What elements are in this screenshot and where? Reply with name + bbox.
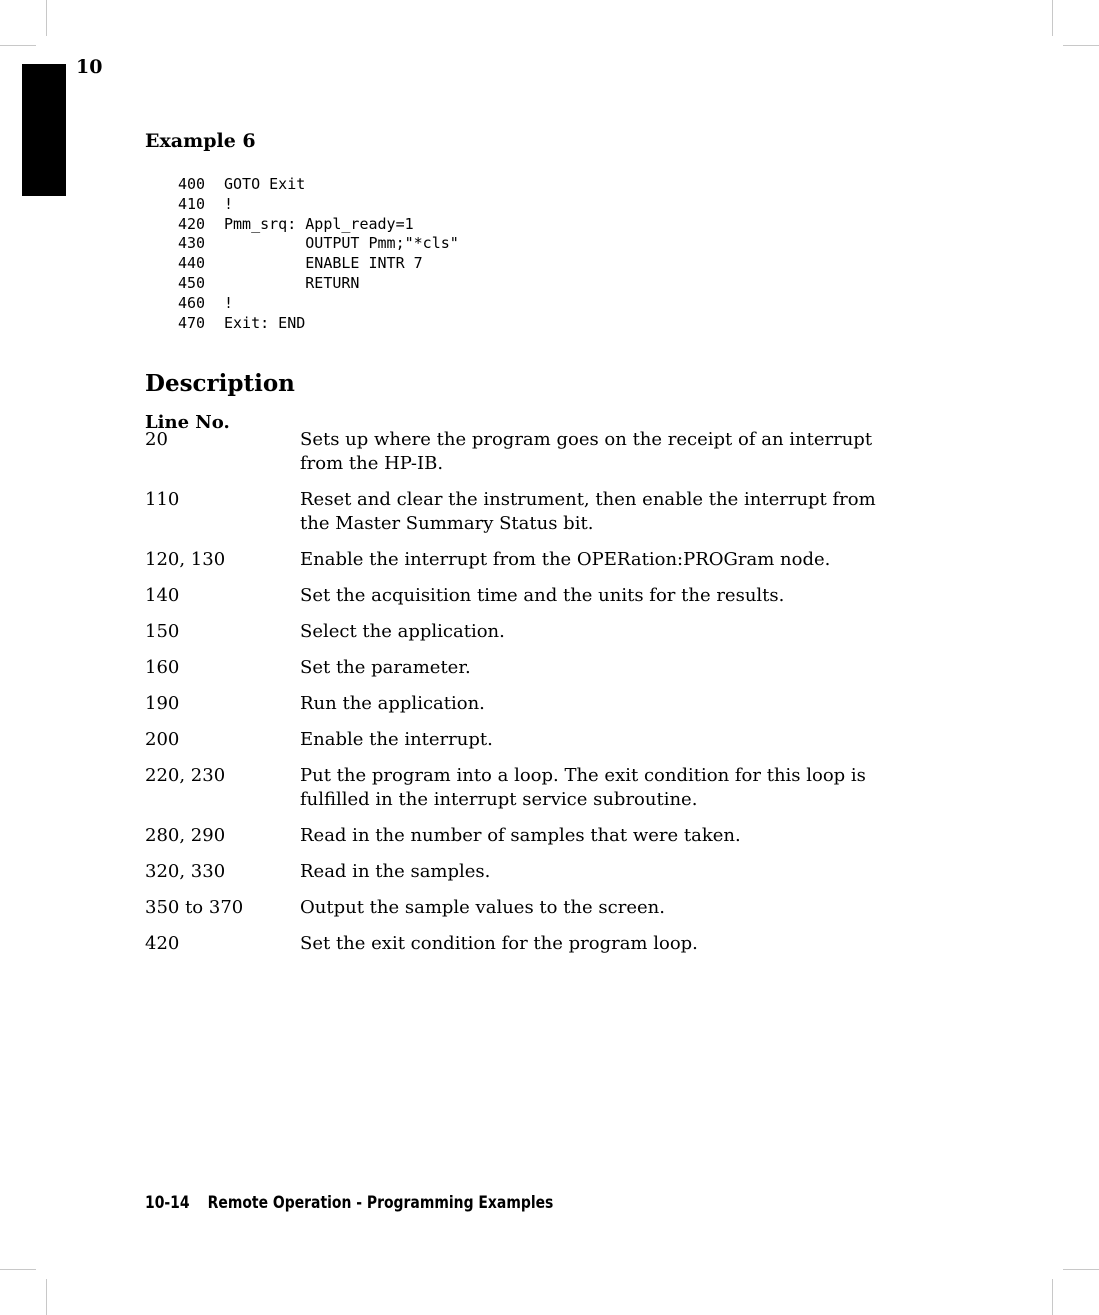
description-cell: Set the acquisition time and the units for the results. — [300, 585, 785, 606]
crop-mark — [46, 1279, 47, 1315]
table-row — [145, 692, 915, 716]
description-heading: Description — [145, 370, 295, 397]
line-number-cell: 280, 290 — [145, 825, 226, 846]
line-number-cell: 20 — [145, 429, 168, 450]
code-line — [178, 254, 459, 274]
code-line — [178, 215, 459, 235]
code-line-text: ENABLE INTR 7 — [224, 254, 423, 273]
footer-title: Remote Operation - Programming Examples — [207, 1193, 554, 1213]
code-listing — [178, 175, 459, 333]
line-number-cell: 110 — [145, 489, 180, 510]
table-row — [145, 728, 915, 752]
line-number-cell: 190 — [145, 693, 180, 714]
description-cell: Read in the number of samples that were taken. — [300, 825, 741, 846]
table-row — [145, 860, 915, 884]
code-line-number: 450 — [178, 273, 206, 292]
line-number-cell: 160 — [145, 657, 180, 678]
table-row — [145, 896, 915, 920]
code-line — [178, 294, 459, 314]
crop-mark — [0, 1269, 36, 1270]
code-line — [178, 234, 459, 254]
description-cell: Output the sample values to the screen. — [300, 897, 665, 918]
chapter-tab — [22, 64, 66, 196]
line-number-cell: 150 — [145, 621, 180, 642]
line-number-cell: 320, 330 — [145, 861, 226, 882]
table-row — [145, 548, 915, 572]
code-line-number: 430 — [178, 234, 206, 253]
table-row — [145, 932, 915, 956]
description-cell: Set the exit condition for the program loop. — [300, 933, 698, 954]
code-line — [178, 195, 459, 215]
crop-mark — [1052, 1279, 1053, 1315]
line-number-cell: 220, 230 — [145, 765, 226, 786]
table-row — [145, 824, 915, 848]
code-line-text: OUTPUT Pmm;"*cls" — [224, 234, 459, 253]
page-footer — [145, 1193, 553, 1213]
code-line-text: RETURN — [224, 273, 360, 292]
line-number-cell: 350 to 370 — [145, 897, 244, 918]
description-cell: Enable the interrupt. — [300, 729, 493, 750]
description-cell: Enable the interrupt from the OPERation:PROGram node. — [300, 549, 831, 570]
code-line-number: 410 — [178, 194, 206, 213]
page-number: 10-14 — [145, 1193, 190, 1213]
code-line-number: 400 — [178, 175, 206, 193]
description-cell: Run the application. — [300, 693, 485, 714]
description-table — [145, 428, 915, 968]
description-cell: Read in the samples. — [300, 861, 491, 882]
description-cell: Reset and clear the instrument, then enable the interrupt from the Master Summary Status bit. — [300, 489, 876, 534]
line-number-cell: 420 — [145, 933, 180, 954]
description-cell: Select the application. — [300, 621, 505, 642]
code-line-text: ! — [224, 293, 234, 312]
table-row — [145, 620, 915, 644]
code-line-text: ! — [224, 194, 234, 213]
example-heading: Example 6 — [145, 130, 256, 152]
crop-mark — [0, 45, 36, 46]
description-cell: Sets up where the program goes on the receipt of an interrupt from the HP-IB. — [300, 429, 873, 474]
table-row — [145, 764, 915, 812]
table-row — [145, 428, 915, 476]
code-line-text: Pmm_srq: Appl_ready=1 — [224, 214, 414, 233]
code-line-number: 420 — [178, 214, 206, 233]
table-row — [145, 488, 915, 536]
table-row — [145, 656, 915, 680]
line-number-cell: 120, 130 — [145, 549, 226, 570]
crop-mark — [1052, 0, 1053, 36]
code-line-number: 470 — [178, 313, 206, 332]
code-line-number: 440 — [178, 254, 206, 273]
code-line — [178, 274, 459, 294]
chapter-number: 10 — [76, 56, 103, 78]
code-line-text: Exit: END — [224, 313, 306, 332]
crop-mark — [1063, 45, 1099, 46]
description-cell: Set the parameter. — [300, 657, 471, 678]
crop-mark — [46, 0, 47, 36]
table-header: Line No. — [145, 412, 230, 433]
code-line — [178, 175, 459, 195]
table-row — [145, 584, 915, 608]
line-number-cell: 200 — [145, 729, 180, 750]
description-cell: Put the program into a loop. The exit condition for this loop is fulfilled in the interrupt service subroutine. — [300, 765, 866, 810]
code-line-text: GOTO Exit — [224, 175, 306, 193]
crop-mark — [1063, 1269, 1099, 1270]
line-number-cell: 140 — [145, 585, 180, 606]
code-line — [178, 314, 459, 334]
code-line-number: 460 — [178, 293, 206, 312]
